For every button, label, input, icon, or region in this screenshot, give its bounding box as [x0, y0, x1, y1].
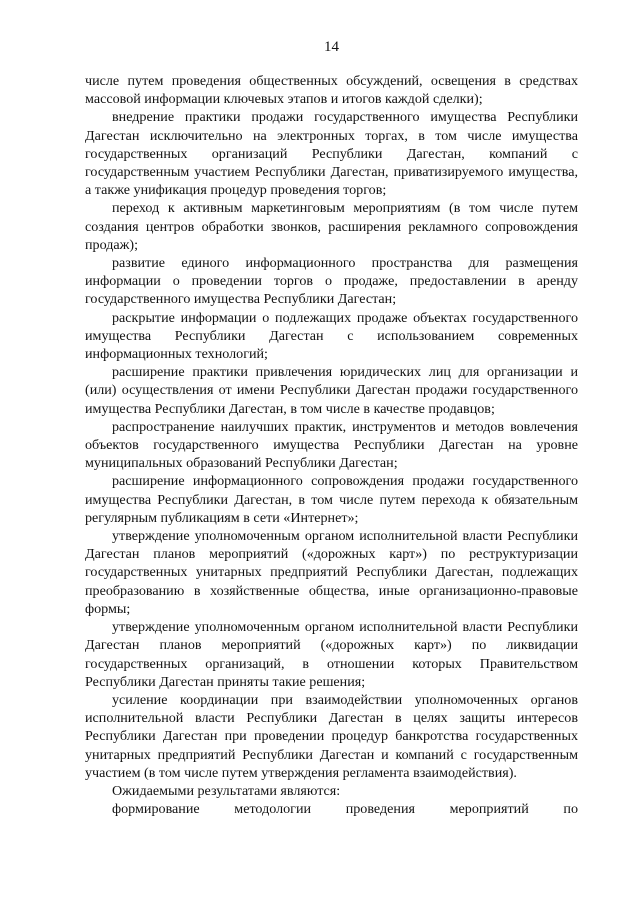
paragraph-methodology: формирование методологии проведения мероприятий по	[112, 801, 578, 818]
paragraph-information-space: развитие единого информационного пространства для размещения информации о проведении торгов о продаже, предоставлении в аренду государственного имущества Республики Дагестан;	[85, 255, 578, 308]
document-body	[85, 72, 578, 818]
paragraph-legal-entities: расширение практики привлечения юридических лиц для организации и (или) осуществления от имени Республики Дагестан продажи государственного имущества Республики Дагестан, в том числе в качестве продавцов;	[85, 364, 578, 417]
paragraph-expected-results: Ожидаемыми результатами являются:	[112, 782, 341, 799]
paragraph-marketing: переход к активным маркетинговым мероприятиям (в том числе путем создания центров обработки звонков, расширения рекламного сопровождения продаж);	[85, 200, 578, 253]
page-number: 14	[324, 39, 339, 55]
paragraph-information-support: расширение информационного сопровождения продажи государственного имущества Республики Дагестан, в том числе путем перехода к обязательным регулярным публикациям в сети «Интернет»;	[85, 473, 578, 526]
paragraph-disclosure: раскрытие информации о подлежащих продаже объектах государственного имущества Республики Дагестан с использованием современных информационных технологий;	[85, 309, 578, 363]
paragraph-coordination: усиление координации при взаимодействии уполномоченных органов исполнительной власти Республики Дагестан в целях защиты интересов Республики Дагестан при проведении процедур банкротства государственных унитарных предприятий Республики Дагестан и компаний с государственным участием (в том числе путем утверждения регламента взаимодействия).	[85, 691, 578, 781]
paragraph-continuation: числе путем проведения общественных обсуждений, освещения в средствах массовой информации ключевых этапов и итогов каждой сделки);	[85, 73, 578, 108]
paragraph-liquidation-plans: утверждение уполномоченным органом исполнительной власти Республики Дагестан планов мероприятий («дорожных карт») по ликвидации государственных организаций, в отношении которых Правительством Республики Дагестан приняты такие решения;	[85, 619, 578, 690]
paragraph-restructuring-plans: утверждение уполномоченным органом исполнительной власти Республики Дагестан планов мероприятий («дорожных карт») по реструктуризации государственных унитарных предприятий Республики Дагестан, подлежащих преобразованию в хозяйственные общества, иные организационно-правовые формы;	[85, 528, 578, 617]
paragraph-best-practices: распространение наилучших практик, инструментов и методов вовлечения объектов государственного имущества Республики Дагестан на уровне муниципальных образований Республики Дагестан;	[85, 418, 578, 472]
paragraph-electronic-auctions: внедрение практики продажи государственного имущества Республики Дагестан исключительно на электронных торгах, в том числе имущества государственных организаций Республики Дагестан, компаний с государственным участием Республики Дагестан, приватизируемого имущества, а также унификация процедур проведения торгов;	[85, 109, 578, 199]
